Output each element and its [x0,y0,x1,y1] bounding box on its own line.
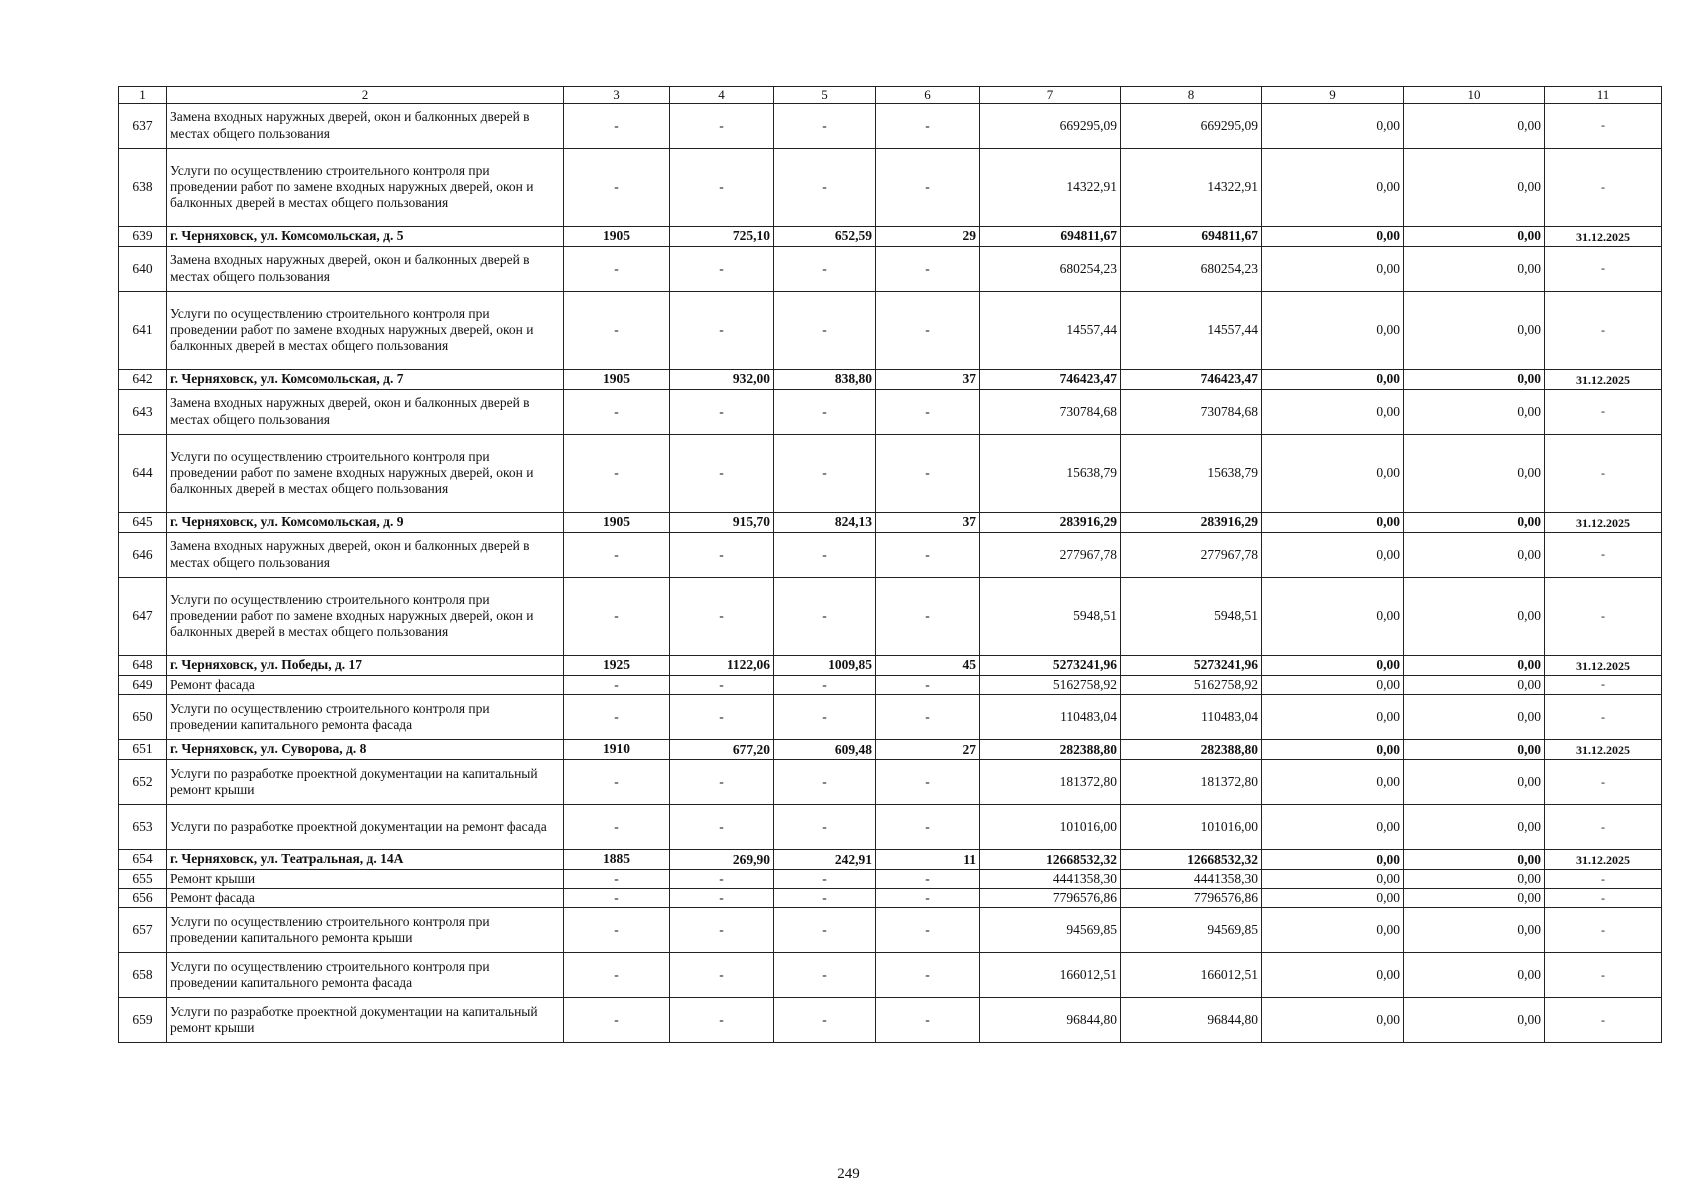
column-header: 7 [980,87,1121,104]
cost-fund-cell: 96844,80 [1121,998,1262,1043]
cost-total-cell: 730784,68 [980,389,1121,434]
description-cell: Услуги по осуществлению строительного контроля при проведении капитального ремонта фасада [167,694,564,739]
residents-cell: - [876,389,980,434]
cost-owners-cell: 0,00 [1404,804,1545,849]
column-header: 11 [1545,87,1662,104]
description-cell: Услуги по осуществлению строительного контроля при проведении работ по замене входных наружных дверей, окон и балконных дверей в местах общего пользования [167,577,564,655]
total-area-cell: - [670,888,774,907]
total-area-cell: 1122,06 [670,655,774,675]
description-cell: Услуги по разработке проектной документации на капитальный ремонт крыши [167,998,564,1043]
cost-budget-cell: 0,00 [1262,226,1404,246]
row-number-cell: 642 [119,369,167,389]
residents-cell: - [876,694,980,739]
description-cell: г. Черняховск, ул. Комсомольская, д. 7 [167,369,564,389]
year-cell: - [564,148,670,226]
total-area-cell: - [670,953,774,998]
deadline-cell: - [1545,953,1662,998]
cost-fund-cell: 14322,91 [1121,148,1262,226]
row-number-cell: 656 [119,888,167,907]
residents-cell: - [876,577,980,655]
cost-budget-cell: 0,00 [1262,849,1404,869]
living-area-cell: - [774,577,876,655]
cost-budget-cell: 0,00 [1262,675,1404,694]
cost-total-cell: 14557,44 [980,291,1121,369]
cost-fund-cell: 94569,85 [1121,908,1262,953]
deadline-cell: - [1545,434,1662,512]
year-cell: 1910 [564,739,670,759]
total-area-cell: - [670,694,774,739]
work-item-row [119,953,1662,998]
cost-owners-cell: 0,00 [1404,226,1545,246]
living-area-cell: - [774,908,876,953]
living-area-cell: 242,91 [774,849,876,869]
cost-fund-cell: 14557,44 [1121,291,1262,369]
row-number-cell: 650 [119,694,167,739]
year-cell: - [564,675,670,694]
work-item-row [119,389,1662,434]
deadline-cell: - [1545,759,1662,804]
total-area-cell: - [670,804,774,849]
year-cell: - [564,804,670,849]
work-item-row [119,888,1662,907]
cost-budget-cell: 0,00 [1262,953,1404,998]
living-area-cell: - [774,888,876,907]
cost-fund-cell: 5162758,92 [1121,675,1262,694]
residents-cell: - [876,759,980,804]
living-area-cell: - [774,759,876,804]
cost-owners-cell: 0,00 [1404,998,1545,1043]
residents-cell: 37 [876,369,980,389]
living-area-cell: - [774,246,876,291]
works-table [118,86,1662,1043]
work-item-row [119,908,1662,953]
deadline-cell: - [1545,532,1662,577]
cost-budget-cell: 0,00 [1262,694,1404,739]
cost-budget-cell: 0,00 [1262,998,1404,1043]
residents-cell: 29 [876,226,980,246]
deadline-cell: - [1545,694,1662,739]
cost-fund-cell: 5948,51 [1121,577,1262,655]
cost-owners-cell: 0,00 [1404,103,1545,148]
row-number-cell: 640 [119,246,167,291]
year-cell: 1905 [564,226,670,246]
year-cell: - [564,103,670,148]
deadline-cell: - [1545,888,1662,907]
residents-cell: 27 [876,739,980,759]
cost-budget-cell: 0,00 [1262,888,1404,907]
description-cell: Замена входных наружных дверей, окон и балконных дверей в местах общего пользования [167,103,564,148]
deadline-cell: - [1545,675,1662,694]
cost-budget-cell: 0,00 [1262,434,1404,512]
row-number-cell: 657 [119,908,167,953]
cost-total-cell: 283916,29 [980,512,1121,532]
cost-fund-cell: 4441358,30 [1121,869,1262,888]
deadline-cell: - [1545,869,1662,888]
cost-fund-cell: 282388,80 [1121,739,1262,759]
living-area-cell: - [774,103,876,148]
residents-cell: - [876,103,980,148]
work-item-row [119,694,1662,739]
residents-cell: - [876,434,980,512]
residents-cell: 11 [876,849,980,869]
description-cell: г. Черняховск, ул. Комсомольская, д. 9 [167,512,564,532]
column-header: 4 [670,87,774,104]
work-item-row [119,577,1662,655]
year-cell: - [564,953,670,998]
living-area-cell: - [774,675,876,694]
cost-total-cell: 746423,47 [980,369,1121,389]
cost-owners-cell: 0,00 [1404,148,1545,226]
residents-cell: 45 [876,655,980,675]
living-area-cell: - [774,532,876,577]
year-cell: - [564,869,670,888]
cost-budget-cell: 0,00 [1262,512,1404,532]
row-number-cell: 649 [119,675,167,694]
cost-fund-cell: 5273241,96 [1121,655,1262,675]
deadline-cell: 31.12.2025 [1545,655,1662,675]
total-area-cell: - [670,434,774,512]
total-area-cell: - [670,103,774,148]
description-cell: Замена входных наружных дверей, окон и балконных дверей в местах общего пользования [167,246,564,291]
description-cell: Услуги по осуществлению строительного контроля при проведении работ по замене входных наружных дверей, окон и балконных дверей в местах общего пользования [167,148,564,226]
work-item-row [119,246,1662,291]
cost-owners-cell: 0,00 [1404,246,1545,291]
description-cell: г. Черняховск, ул. Театральная, д. 14А [167,849,564,869]
cost-owners-cell: 0,00 [1404,759,1545,804]
deadline-cell: - [1545,291,1662,369]
column-header: 8 [1121,87,1262,104]
total-area-cell: - [670,998,774,1043]
living-area-cell: 824,13 [774,512,876,532]
cost-total-cell: 12668532,32 [980,849,1121,869]
living-area-cell: 609,48 [774,739,876,759]
living-area-cell: 1009,85 [774,655,876,675]
cost-budget-cell: 0,00 [1262,389,1404,434]
building-row [119,512,1662,532]
cost-fund-cell: 680254,23 [1121,246,1262,291]
cost-budget-cell: 0,00 [1262,246,1404,291]
residents-cell: - [876,291,980,369]
cost-fund-cell: 166012,51 [1121,953,1262,998]
work-item-row [119,148,1662,226]
residents-cell: 37 [876,512,980,532]
cost-owners-cell: 0,00 [1404,291,1545,369]
total-area-cell: 269,90 [670,849,774,869]
living-area-cell: - [774,389,876,434]
column-header: 6 [876,87,980,104]
cost-total-cell: 282388,80 [980,739,1121,759]
cost-owners-cell: 0,00 [1404,675,1545,694]
cost-budget-cell: 0,00 [1262,655,1404,675]
description-cell: Услуги по осуществлению строительного контроля при проведении работ по замене входных наружных дверей, окон и балконных дверей в местах общего пользования [167,434,564,512]
work-item-row [119,804,1662,849]
cost-budget-cell: 0,00 [1262,739,1404,759]
building-row [119,226,1662,246]
building-row [119,849,1662,869]
year-cell: 1905 [564,369,670,389]
deadline-cell: 31.12.2025 [1545,739,1662,759]
cost-owners-cell: 0,00 [1404,849,1545,869]
work-item-row [119,291,1662,369]
cost-total-cell: 96844,80 [980,998,1121,1043]
cost-owners-cell: 0,00 [1404,512,1545,532]
description-cell: Ремонт фасада [167,675,564,694]
description-cell: г. Черняховск, ул. Победы, д. 17 [167,655,564,675]
deadline-cell: - [1545,389,1662,434]
total-area-cell: 932,00 [670,369,774,389]
row-number-cell: 655 [119,869,167,888]
total-area-cell: 725,10 [670,226,774,246]
residents-cell: - [876,804,980,849]
residents-cell: - [876,148,980,226]
living-area-cell: - [774,998,876,1043]
cost-owners-cell: 0,00 [1404,908,1545,953]
residents-cell: - [876,869,980,888]
cost-budget-cell: 0,00 [1262,759,1404,804]
building-row [119,655,1662,675]
deadline-cell: - [1545,103,1662,148]
residents-cell: - [876,908,980,953]
row-number-cell: 639 [119,226,167,246]
description-cell: Услуги по разработке проектной документации на капитальный ремонт крыши [167,759,564,804]
column-number-row [119,87,1662,104]
cost-fund-cell: 15638,79 [1121,434,1262,512]
cost-owners-cell: 0,00 [1404,869,1545,888]
cost-budget-cell: 0,00 [1262,908,1404,953]
work-item-row [119,675,1662,694]
cost-total-cell: 14322,91 [980,148,1121,226]
building-row [119,369,1662,389]
description-cell: Услуги по осуществлению строительного контроля при проведении капитального ремонта крыши [167,908,564,953]
total-area-cell: - [670,675,774,694]
cost-fund-cell: 101016,00 [1121,804,1262,849]
living-area-cell: 838,80 [774,369,876,389]
cost-owners-cell: 0,00 [1404,739,1545,759]
cost-total-cell: 15638,79 [980,434,1121,512]
column-header: 9 [1262,87,1404,104]
cost-total-cell: 166012,51 [980,953,1121,998]
total-area-cell: - [670,759,774,804]
work-item-row [119,532,1662,577]
page-number: 249 [837,1166,860,1182]
column-header: 2 [167,87,564,104]
total-area-cell: - [670,869,774,888]
cost-total-cell: 181372,80 [980,759,1121,804]
year-cell: - [564,291,670,369]
description-cell: г. Черняховск, ул. Суворова, д. 8 [167,739,564,759]
description-cell: г. Черняховск, ул. Комсомольская, д. 5 [167,226,564,246]
cost-fund-cell: 7796576,86 [1121,888,1262,907]
row-number-cell: 658 [119,953,167,998]
living-area-cell: 652,59 [774,226,876,246]
cost-total-cell: 5162758,92 [980,675,1121,694]
cost-total-cell: 4441358,30 [980,869,1121,888]
column-header: 5 [774,87,876,104]
cost-fund-cell: 12668532,32 [1121,849,1262,869]
description-cell: Услуги по осуществлению строительного контроля при проведении капитального ремонта фасада [167,953,564,998]
column-header: 10 [1404,87,1545,104]
year-cell: - [564,577,670,655]
year-cell: - [564,888,670,907]
total-area-cell: - [670,577,774,655]
cost-owners-cell: 0,00 [1404,389,1545,434]
total-area-cell: 915,70 [670,512,774,532]
description-cell: Услуги по осуществлению строительного контроля при проведении работ по замене входных наружных дверей, окон и балконных дверей в местах общего пользования [167,291,564,369]
cost-owners-cell: 0,00 [1404,655,1545,675]
row-number-cell: 637 [119,103,167,148]
deadline-cell: - [1545,246,1662,291]
residents-cell: - [876,532,980,577]
work-item-row [119,869,1662,888]
cost-total-cell: 680254,23 [980,246,1121,291]
work-item-row [119,759,1662,804]
cost-total-cell: 5273241,96 [980,655,1121,675]
deadline-cell: - [1545,804,1662,849]
year-cell: - [564,246,670,291]
cost-budget-cell: 0,00 [1262,291,1404,369]
living-area-cell: - [774,434,876,512]
year-cell: 1925 [564,655,670,675]
cost-fund-cell: 730784,68 [1121,389,1262,434]
row-number-cell: 644 [119,434,167,512]
year-cell: - [564,389,670,434]
cost-fund-cell: 746423,47 [1121,369,1262,389]
total-area-cell: - [670,246,774,291]
deadline-cell: - [1545,148,1662,226]
cost-fund-cell: 694811,67 [1121,226,1262,246]
residents-cell: - [876,998,980,1043]
row-number-cell: 643 [119,389,167,434]
cost-fund-cell: 181372,80 [1121,759,1262,804]
building-row [119,739,1662,759]
residents-cell: - [876,246,980,291]
description-cell: Ремонт фасада [167,888,564,907]
cost-owners-cell: 0,00 [1404,532,1545,577]
description-cell: Замена входных наружных дверей, окон и балконных дверей в местах общего пользования [167,389,564,434]
cost-owners-cell: 0,00 [1404,577,1545,655]
cost-total-cell: 7796576,86 [980,888,1121,907]
cost-owners-cell: 0,00 [1404,694,1545,739]
residents-cell: - [876,675,980,694]
deadline-cell: - [1545,908,1662,953]
total-area-cell: - [670,291,774,369]
cost-total-cell: 5948,51 [980,577,1121,655]
cost-total-cell: 110483,04 [980,694,1121,739]
column-header: 3 [564,87,670,104]
year-cell: - [564,998,670,1043]
year-cell: 1885 [564,849,670,869]
work-item-row [119,434,1662,512]
row-number-cell: 638 [119,148,167,226]
cost-fund-cell: 277967,78 [1121,532,1262,577]
cost-fund-cell: 669295,09 [1121,103,1262,148]
description-cell: Ремонт крыши [167,869,564,888]
cost-fund-cell: 283916,29 [1121,512,1262,532]
total-area-cell: - [670,532,774,577]
deadline-cell: - [1545,998,1662,1043]
total-area-cell: 677,20 [670,739,774,759]
cost-budget-cell: 0,00 [1262,103,1404,148]
cost-total-cell: 94569,85 [980,908,1121,953]
cost-budget-cell: 0,00 [1262,577,1404,655]
cost-total-cell: 694811,67 [980,226,1121,246]
total-area-cell: - [670,389,774,434]
living-area-cell: - [774,291,876,369]
year-cell: 1905 [564,512,670,532]
cost-budget-cell: 0,00 [1262,369,1404,389]
total-area-cell: - [670,148,774,226]
work-item-row [119,103,1662,148]
description-cell: Услуги по разработке проектной документации на ремонт фасада [167,804,564,849]
cost-fund-cell: 110483,04 [1121,694,1262,739]
deadline-cell: - [1545,577,1662,655]
deadline-cell: 31.12.2025 [1545,849,1662,869]
column-header: 1 [119,87,167,104]
cost-budget-cell: 0,00 [1262,804,1404,849]
deadline-cell: 31.12.2025 [1545,369,1662,389]
table-body [119,103,1662,1043]
row-number-cell: 653 [119,804,167,849]
living-area-cell: - [774,148,876,226]
row-number-cell: 648 [119,655,167,675]
row-number-cell: 647 [119,577,167,655]
row-number-cell: 651 [119,739,167,759]
cost-budget-cell: 0,00 [1262,532,1404,577]
living-area-cell: - [774,694,876,739]
row-number-cell: 652 [119,759,167,804]
cost-owners-cell: 0,00 [1404,434,1545,512]
deadline-cell: 31.12.2025 [1545,512,1662,532]
row-number-cell: 645 [119,512,167,532]
description-cell: Замена входных наружных дверей, окон и балконных дверей в местах общего пользования [167,532,564,577]
work-item-row [119,998,1662,1043]
cost-owners-cell: 0,00 [1404,888,1545,907]
deadline-cell: 31.12.2025 [1545,226,1662,246]
row-number-cell: 641 [119,291,167,369]
row-number-cell: 654 [119,849,167,869]
living-area-cell: - [774,953,876,998]
year-cell: - [564,694,670,739]
year-cell: - [564,532,670,577]
residents-cell: - [876,953,980,998]
year-cell: - [564,434,670,512]
cost-budget-cell: 0,00 [1262,148,1404,226]
total-area-cell: - [670,908,774,953]
cost-owners-cell: 0,00 [1404,953,1545,998]
cost-budget-cell: 0,00 [1262,869,1404,888]
living-area-cell: - [774,869,876,888]
year-cell: - [564,759,670,804]
row-number-cell: 659 [119,998,167,1043]
year-cell: - [564,908,670,953]
row-number-cell: 646 [119,532,167,577]
cost-total-cell: 669295,09 [980,103,1121,148]
cost-total-cell: 101016,00 [980,804,1121,849]
living-area-cell: - [774,804,876,849]
residents-cell: - [876,888,980,907]
cost-owners-cell: 0,00 [1404,369,1545,389]
cost-total-cell: 277967,78 [980,532,1121,577]
